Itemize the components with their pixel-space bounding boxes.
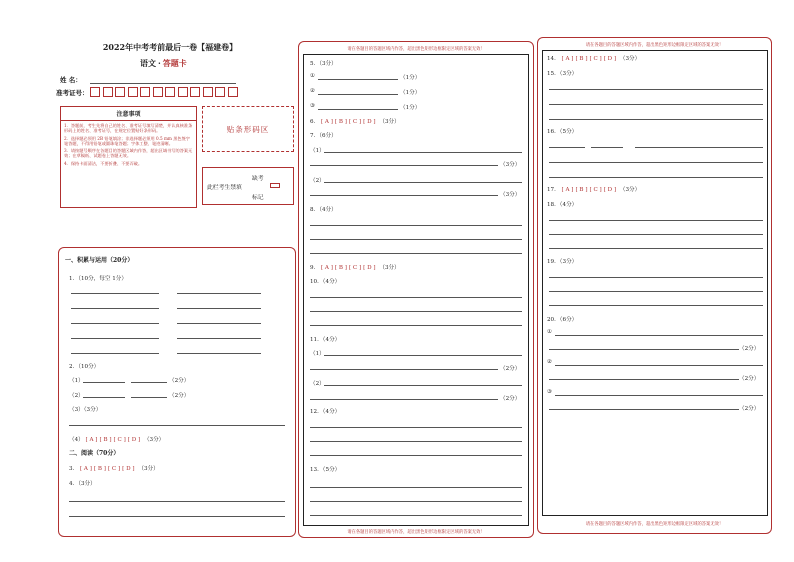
answer-line[interactable] [549,277,763,278]
q17-choices[interactable] [562,187,619,193]
q7-2-score: （3分） [500,192,521,198]
q9-label: 9． [310,265,320,271]
answer-line[interactable] [549,248,763,249]
choice-c[interactable]: [ C ] [113,437,126,443]
answer-line[interactable] [83,382,125,383]
answer-line[interactable] [310,311,522,312]
q2-4-score: （3分） [143,437,165,443]
q17-label: 17． [547,187,560,193]
id-digit-box[interactable] [153,87,163,97]
q13-label: 13．（5分） [310,467,341,473]
q12-label: 12．（4分） [310,409,341,415]
q4-label: 4．（3分） [69,481,96,487]
answer-line[interactable] [310,325,522,326]
answer-line[interactable] [318,79,398,80]
answer-line[interactable] [177,308,261,309]
q5-label: 5．（3分） [310,61,337,67]
answer-line[interactable] [555,365,763,366]
answer-line[interactable] [549,177,763,178]
q18-label: 18．（4分） [547,202,578,208]
paper-title: 2022年中考考前最后一卷【福建卷】 [102,42,238,52]
id-digit-box[interactable] [228,87,238,97]
answer-line[interactable] [318,94,398,95]
bottom-notice: 请在各题目的答题区域内作答，超出黑色矩形边框限定区域的答案无效！ [347,530,485,535]
choice-c[interactable]: [ C ] [107,466,121,472]
choice-b[interactable]: [ B ] [99,437,112,443]
q9-row [310,263,400,271]
q1-label: 1．（10分，每空 1分） [69,276,127,282]
subject-label: 语文 [140,58,156,68]
q14-choices[interactable] [562,56,619,62]
answer-line[interactable] [549,349,739,350]
note-item: 1．答题前，考生先将自己的姓名、准考证号填写清楚，并认真核准条形码上的姓名、准考证号，在规定位置贴好条形码。 [64,123,193,134]
q11-2-score: （2分） [500,396,521,402]
answer-line[interactable] [177,338,261,339]
note-item: 2．选择题必须用 2B 铅笔填涂；非选择题必须用 0.5 mm 黑色签字笔答题，不得用铅笔或圆珠笔答题；字体工整、笔迹清晰。 [64,135,190,146]
choice-a[interactable]: [ A ] [561,56,574,62]
absent-checkbox[interactable] [270,183,280,188]
answer-line[interactable] [549,147,585,148]
q2-2-score: （2分） [169,393,190,399]
q5-score: （1分） [400,105,421,111]
answer-line[interactable] [549,291,763,292]
id-label: 准考证号： [56,89,89,97]
choice-c[interactable]: [ C ] [589,56,602,62]
answer-line[interactable] [310,441,522,442]
q2-label: 2．（10分） [69,364,100,370]
answer-line[interactable] [71,293,159,294]
choice-a[interactable]: [ A ] [85,437,98,443]
answer-line[interactable] [555,395,763,396]
q20-score: （2分） [739,406,760,412]
id-digit-box[interactable] [140,87,150,97]
q5-item-2: ② [310,88,316,94]
q2-1-score: （2分） [169,378,190,384]
choice-d[interactable]: [ D ] [363,265,376,271]
id-digit-box[interactable] [203,87,213,97]
q14-label: 14． [547,56,560,62]
choice-a[interactable]: [ A ] [561,187,574,193]
top-notice: 请在各题目的答题区域内作答，超出黑色矩形边框限定区域的答案无效！ [585,43,724,48]
answer-line[interactable] [549,305,763,306]
answer-line[interactable] [71,308,159,309]
q6-label: 6． [310,119,320,125]
section-1-heading: 一、积累与运用（20分） [65,257,134,264]
answer-line[interactable] [310,253,522,254]
id-digit-box[interactable] [165,87,175,97]
q19-label: 19．（3分） [547,259,578,265]
q11-1-label: （1） [310,351,325,357]
id-digit-box[interactable] [190,87,200,97]
q3-score: （3分） [138,466,159,472]
q2-4-label: （4） [69,437,84,443]
answer-line[interactable] [324,182,522,183]
answer-line[interactable] [310,369,498,370]
q20-label: 20．（6分） [547,317,578,323]
answer-line[interactable] [549,89,763,90]
q2-3-label: （3）（3分） [69,407,102,413]
id-digit-box[interactable] [215,87,225,97]
paper-subtitle [140,58,187,69]
answer-line[interactable] [310,515,522,516]
q5-item-3: ③ [310,103,316,109]
answer-line[interactable] [71,338,159,339]
choice-a[interactable]: [ A ] [79,466,92,472]
q2-1-label: （1） [69,378,84,384]
answer-line[interactable] [310,399,498,400]
notes-heading: 注意事项 [61,107,196,121]
answer-line[interactable] [131,382,167,383]
answer-line[interactable] [549,162,763,163]
answer-line[interactable] [71,353,159,354]
q7-2-label: （2） [310,178,325,184]
q7-1-score: （3分） [500,162,521,168]
q6-row [310,117,400,125]
q7-1-label: （1） [310,148,325,154]
choice-d[interactable]: [ D ] [127,437,141,443]
choice-d[interactable]: [ D ] [122,466,135,472]
q5-score: （1分） [400,90,421,96]
choice-c[interactable]: [ C ] [348,119,362,125]
id-digit-box[interactable] [103,87,113,97]
choice-b[interactable]: [ B ] [575,187,588,193]
barcode-area [202,106,294,152]
answer-line[interactable] [549,379,739,380]
answer-line[interactable] [549,409,739,410]
q17-score: （3分） [619,187,641,193]
right-inner-frame [542,50,768,516]
q5-score: （1分） [400,75,421,81]
name-label: 姓 名： [60,76,82,84]
q20-score: （2分） [739,376,760,382]
right-answer-panel [537,37,772,534]
answer-line[interactable] [177,323,261,324]
absent-box [202,167,294,205]
answer-line[interactable] [310,225,522,226]
answer-line[interactable] [555,335,763,336]
subtitle-dot: · [158,58,161,68]
q9-score: （3分） [379,265,400,271]
answer-line[interactable] [549,234,763,235]
answer-line[interactable] [310,165,498,166]
id-digit-box[interactable] [178,87,188,97]
choice-d[interactable]: [ D ] [603,187,617,193]
answer-line[interactable] [549,220,763,221]
answer-line[interactable] [177,293,261,294]
answer-line[interactable] [324,385,522,386]
answer-line[interactable] [69,425,285,426]
left-answer-panel [58,247,296,537]
notes-list [61,121,196,168]
barcode-label: 贴条形码区 [226,124,270,134]
q11-1-score: （2分） [500,366,521,372]
q14-row [547,54,640,62]
note-item: 4．保持卡面清洁，不要折叠、不要弄破。 [64,160,143,166]
absent-text: 此栏考生禁填 [207,185,242,191]
answer-line[interactable] [310,427,522,428]
answer-line[interactable] [318,109,398,110]
q15-label: 15．（3分） [547,71,578,77]
choice-a[interactable]: [ A ] [320,265,333,271]
middle-answer-panel [298,41,534,538]
absent-label-top: 缺考 [252,176,264,182]
choice-c[interactable]: [ C ] [348,265,362,271]
exam-id-grid[interactable] [90,87,240,99]
id-digit-box[interactable] [128,87,138,97]
q9-choices[interactable] [321,265,378,271]
choice-b[interactable]: [ B ] [575,56,588,62]
q17-row [547,185,640,193]
q11-2-label: （2） [310,381,325,387]
q20-score: （2分） [739,346,760,352]
answer-line[interactable] [549,104,763,105]
top-notice: 请在各题目的答题区域内作答，超出黑色矩形边框限定区域的答案无效！ [347,47,485,52]
q2-4-row [69,435,164,443]
notes-box [60,106,197,208]
answer-line[interactable] [177,353,261,354]
id-digit-box[interactable] [115,87,125,97]
q11-label: 11．（4分） [310,337,341,343]
bottom-notice: 请在各题目的答题区域内作答，超出黑色矩形边框限定区域的答案无效！ [585,522,724,527]
choice-b[interactable]: [ B ] [93,466,106,472]
answer-line[interactable] [324,355,522,356]
answer-line[interactable] [310,487,522,488]
q20-item-2: ② [547,359,553,365]
answer-line[interactable] [83,397,125,398]
answer-line[interactable] [310,239,522,240]
answer-line[interactable] [71,323,159,324]
q14-score: （3分） [619,56,641,62]
answer-line[interactable] [635,147,763,148]
q2-4-choices[interactable] [86,437,143,443]
choice-b[interactable]: [ B ] [334,265,347,271]
answer-line[interactable] [69,516,285,517]
answer-line[interactable] [310,501,522,502]
q5-item-1: ① [310,73,316,79]
q6-choices[interactable] [321,119,378,125]
card-type-label: 答题卡 [162,58,187,68]
answer-line[interactable] [549,119,763,120]
choice-c[interactable]: [ C ] [589,187,602,193]
id-digit-box[interactable] [90,87,100,97]
answer-line[interactable] [69,501,285,502]
answer-line[interactable] [310,195,498,196]
q10-label: 10．（4分） [310,279,341,285]
answer-line[interactable] [310,455,522,456]
answer-line[interactable] [131,397,167,398]
middle-inner-frame [303,54,529,526]
q2-2-label: （2） [69,393,84,399]
q3-row [69,464,159,472]
q6-score: （3分） [379,119,400,125]
absent-label-bottom: 标记 [252,195,264,201]
note-item: 3．请按题号顺序在各题目的答题区域内作答，超出区域书写的答案无效；在草稿纸、试题卷上答题无效。 [64,148,193,159]
choice-d[interactable]: [ D ] [363,119,376,125]
q20-item-3: ③ [547,389,553,395]
name-field[interactable] [90,83,236,84]
answer-line[interactable] [324,152,522,153]
answer-line[interactable] [310,297,522,298]
answer-line[interactable] [591,147,623,148]
q3-choices[interactable] [80,466,137,472]
q16-label: 16．（5分） [547,129,578,135]
q7-label: 7．（6分） [310,133,337,139]
choice-a[interactable]: [ A ] [320,119,333,125]
choice-b[interactable]: [ B ] [334,119,347,125]
q8-label: 8．（4分） [310,207,337,213]
choice-d[interactable]: [ D ] [603,56,617,62]
q3-label: 3． [69,466,79,472]
q20-item-1: ① [547,329,553,335]
section-2-heading: 二、阅读（70分） [69,450,120,457]
